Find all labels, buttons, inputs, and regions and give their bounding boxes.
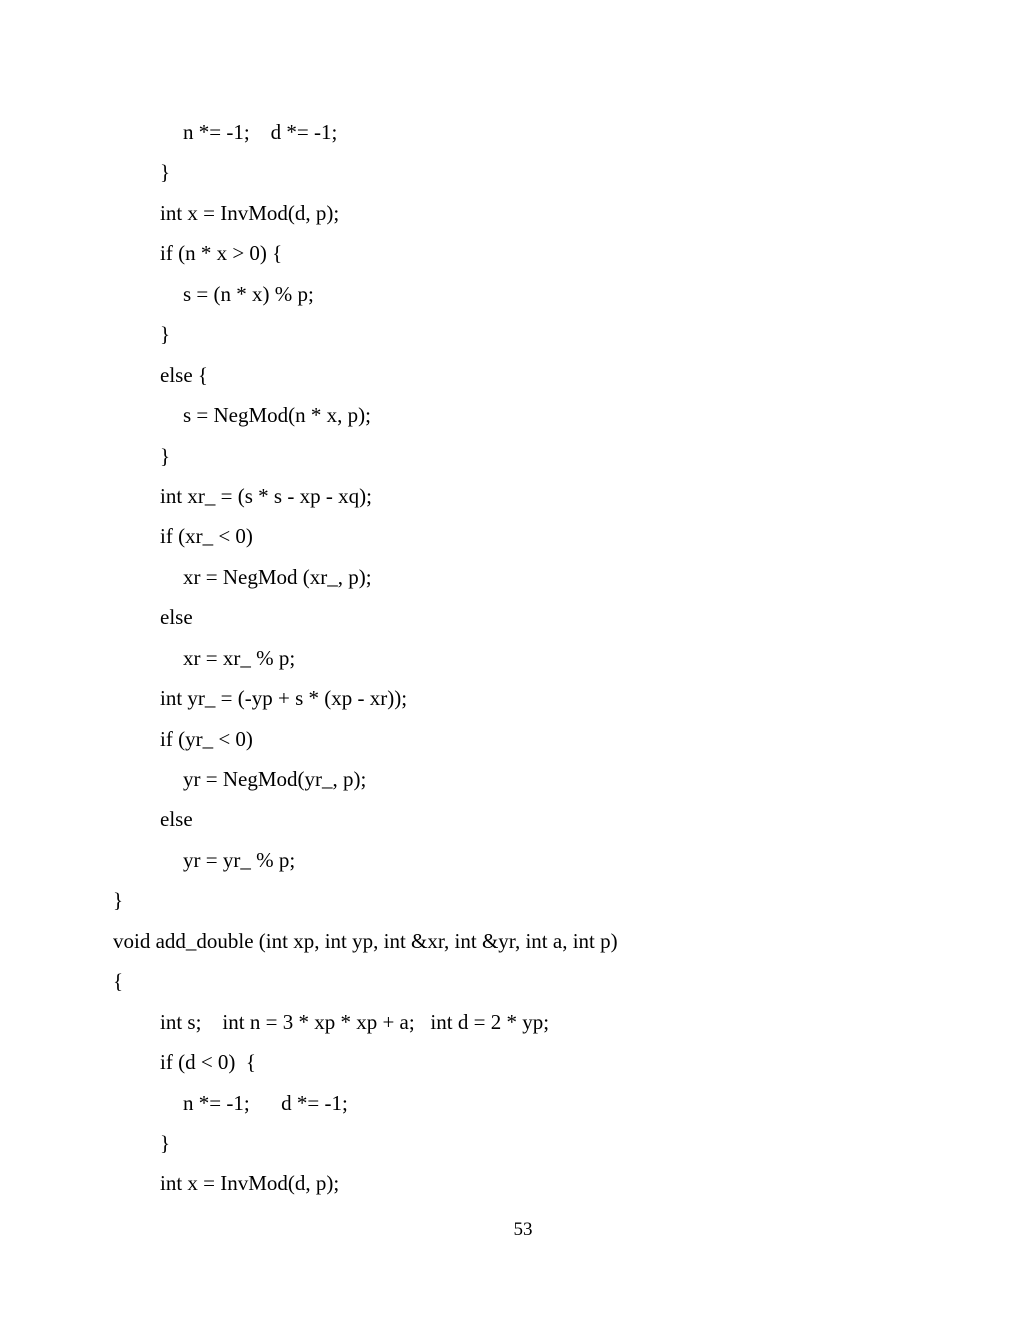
- code-line: }: [160, 160, 171, 185]
- code-line: int s; int n = 3 * xp * xp + a; int d = 2 * yp;: [160, 1009, 550, 1034]
- code-line: int x = InvMod(d, p);: [160, 200, 340, 225]
- code-line: s = NegMod(n * x, p);: [183, 403, 371, 428]
- code-line: xr = xr_ % p;: [183, 645, 296, 670]
- code-line: }: [160, 1130, 171, 1155]
- code-line: }: [160, 443, 171, 468]
- code-line: {: [113, 969, 124, 994]
- code-line: if (d < 0) {: [160, 1050, 256, 1075]
- page-number: 53: [513, 1219, 533, 1240]
- code-line: int yr_ = (-yp + s * (xp - xr));: [160, 686, 408, 711]
- code-line: void add_double (int xp, int yp, int &xr, int &yr, int a, int p): [113, 928, 618, 953]
- code-line: xr = NegMod (xr_, p);: [183, 564, 372, 589]
- code-line: s = (n * x) % p;: [183, 281, 314, 306]
- code-line: else: [160, 605, 193, 630]
- code-line: n *= -1; d *= -1;: [183, 1090, 348, 1115]
- code-line: if (n * x > 0) {: [160, 241, 283, 266]
- code-line: yr = yr_ % p;: [183, 847, 296, 872]
- code-line: yr = NegMod(yr_, p);: [183, 767, 367, 791]
- code-line: }: [160, 322, 171, 347]
- code-line: }: [113, 888, 124, 913]
- code-line: else {: [160, 362, 208, 387]
- code-line: int x = InvMod(d, p);: [160, 1171, 340, 1196]
- code-line: if (yr_ < 0): [160, 726, 253, 751]
- code-line: n *= -1; d *= -1;: [183, 120, 338, 144]
- code-listing: [113, 112, 973, 1204]
- code-line: int xr_ = (s * s - xp - xq);: [160, 483, 372, 508]
- code-line: if (xr_ < 0): [160, 524, 253, 549]
- code-line: else: [160, 807, 193, 832]
